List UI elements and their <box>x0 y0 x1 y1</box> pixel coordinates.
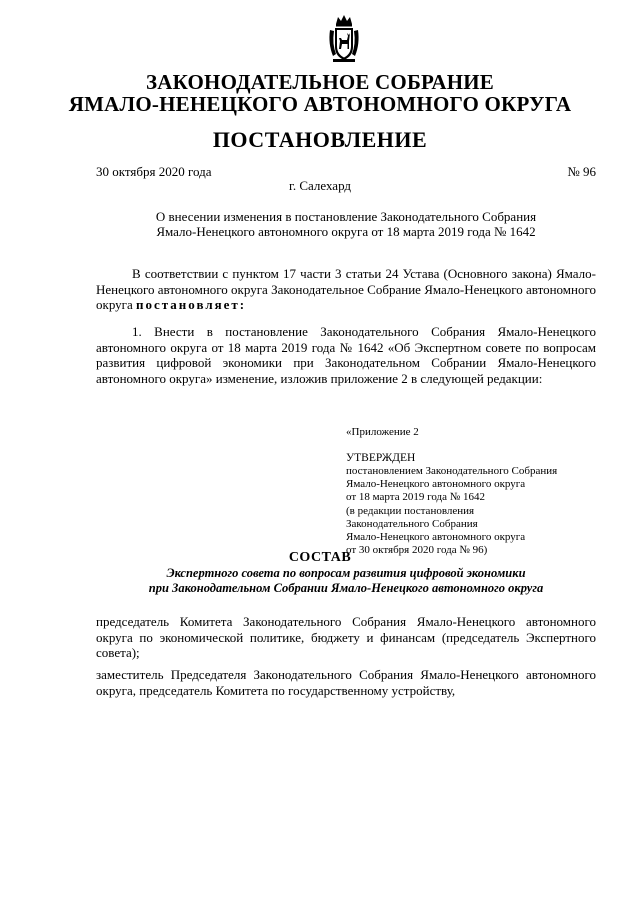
subject-line2: Ямало-Ненецкого автономного округа от 18 марта 2019 года № 1642 <box>156 224 536 239</box>
approval-line: от 18 марта 2019 года № 1642 <box>346 491 486 504</box>
approval-line: Законодательного Собрания <box>346 517 478 530</box>
approved-stamp: УТВЕРЖДЕН <box>346 452 416 464</box>
approval-details <box>346 465 616 557</box>
annex-reference: «Приложение 2 <box>346 426 419 438</box>
approval-line: (в редакции постановления <box>346 504 475 517</box>
composition-subtitle <box>96 566 596 595</box>
organization-title-line1: ЗАКОНОДАТЕЛЬНОЕ СОБРАНИЕ <box>145 70 495 94</box>
document-date: 30 октября 2020 года <box>96 164 212 179</box>
composition-subtitle-line2: при Законодательном Собрании Ямало-Ненецкого автономного округа <box>148 580 544 595</box>
document-subject <box>96 209 596 239</box>
organization-title-line2: ЯМАЛО-НЕНЕЦКОГО АВТОНОМНОГО ОКРУГА <box>68 92 572 116</box>
decree-word: постановляет: <box>136 297 247 312</box>
document-city: г. Салехард <box>288 178 352 193</box>
composition-title: СОСТАВ <box>288 550 352 565</box>
composition-subtitle-line1: Экспертного совета по вопросам развития цифровой экономики <box>166 566 526 580</box>
member-entry: председатель Комитета Законодательного Собрания Ямало-Ненецкого автономного округа по экономической политике, бюджету и финансам (председатель Экспертного совета); <box>96 614 596 660</box>
approval-line: Ямало-Ненецкого автономного округа <box>346 478 526 491</box>
approval-line: постановлением Законодательного Собрания <box>346 465 558 477</box>
preamble-paragraph <box>96 266 596 313</box>
preamble-text: В соответствии с пунктом 17 части 3 статьи 24 Устава (Основного закона) Ямало-Ненецкого автономного округа Законодательное Собрание Ямало-Ненецкого автономного округа <box>96 266 596 312</box>
item-1-paragraph: 1. Внести в постановление Законодательного Собрания Ямало-Ненецкого автономного округа от 18 марта 2019 года № 1642 «Об Экспертном совете по вопросам развития цифровой экономики при Законодательном Собрании Ямало-Ненецкого автономного округа» изменение, изложив приложение 2 в следующей редакции: <box>96 324 596 386</box>
member-entry: заместитель Председателя Законодательного Собрания Ямало-Ненецкого автономного округа, председатель Комитета по государственному устройству, <box>96 667 596 698</box>
approval-line: Ямало-Ненецкого автономного округа <box>346 531 526 544</box>
document-type: ПОСТАНОВЛЕНИЕ <box>212 127 428 152</box>
approval-line: от 30 октября 2020 года № 96) <box>346 544 488 557</box>
subject-line1: О внесении изменения в постановление Законодательного Собрания <box>155 209 537 224</box>
document-number: № 96 <box>567 164 596 179</box>
coat-of-arms-icon <box>327 14 361 64</box>
